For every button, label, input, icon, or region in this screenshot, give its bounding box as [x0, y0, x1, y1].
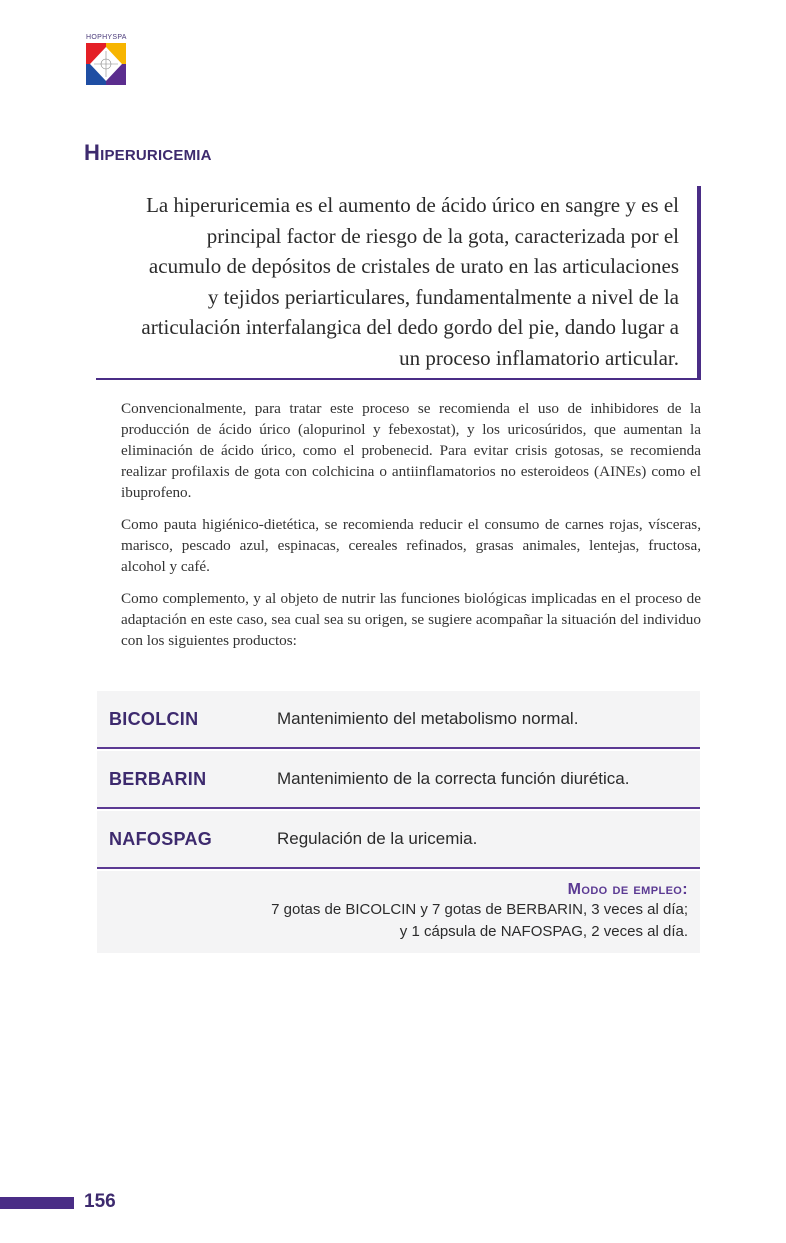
footer-bar [0, 1197, 74, 1209]
publisher-logo [86, 34, 126, 85]
logo-text: HOPHYSPA [86, 34, 127, 41]
logo-emblem-icon [86, 43, 126, 85]
product-row [97, 811, 700, 869]
intro-box [96, 186, 701, 380]
page-title: Hiperuricemia [84, 140, 212, 165]
usage-box [97, 871, 700, 953]
product-description: Mantenimiento de la correcta función diurética. [277, 769, 630, 788]
usage-line-1: 7 gotas de BICOLCIN y 7 gotas de BERBARIN, 3 veces al día; [271, 901, 688, 918]
product-name: NAFOSPAG [109, 828, 213, 849]
products-table [97, 691, 700, 953]
page-number: 156 [84, 1191, 116, 1212]
product-row [97, 691, 700, 749]
paragraph-diet: Como pauta higiénico-dietética, se recomienda reducir el consumo de carnes rojas, vísceras, marisco, pescado azul, espinacas, cereales refinados, grasas animales, lentejas, fructosa, alcohol y café. [121, 516, 701, 575]
intro-text: La hiperuricemia es el aumento de ácido úrico en sangre y es el principal factor de riesgo de la gota, caracterizada por el acumulo de depósitos de cristales de urato en las articulaciones y tejidos periarticulares, fundamentalmente a nivel de la articulación interfalangica del dedo gordo del pie, dando lugar a un proceso inflamatorio articular. [141, 193, 679, 370]
paragraph-treatment: Convencionalmente, para tratar este proceso se recomienda el uso de inhibidores de la producción de ácido úrico (alopurinol y febexostat), y los uricosúridos, que aumentan la eliminación de ácido úrico, como el probenecid. Para evitar crisis gotosas, se recomienda realizar profilaxis de gota con colchicina o antiinflamatorios no esteroideos (AINEs) como el ibuprofeno. [121, 400, 701, 501]
product-name: BICOLCIN [109, 708, 199, 729]
product-description: Mantenimiento del metabolismo normal. [277, 709, 579, 728]
paragraph-complement: Como complemento, y al objeto de nutrir las funciones biológicas implicadas en el proceso de adaptación en este caso, sea cual sea su origen, se sugiere acompañar la situación del individuo con los siguientes productos: [121, 590, 701, 649]
product-description: Regulación de la uricemia. [277, 829, 478, 848]
usage-line-2: y 1 cápsula de NAFOSPAG, 2 veces al día. [399, 923, 688, 940]
product-name: BERBARIN [109, 768, 207, 789]
body-text [121, 398, 701, 662]
usage-title: Modo de empleo: [567, 881, 688, 898]
product-row [97, 751, 700, 809]
